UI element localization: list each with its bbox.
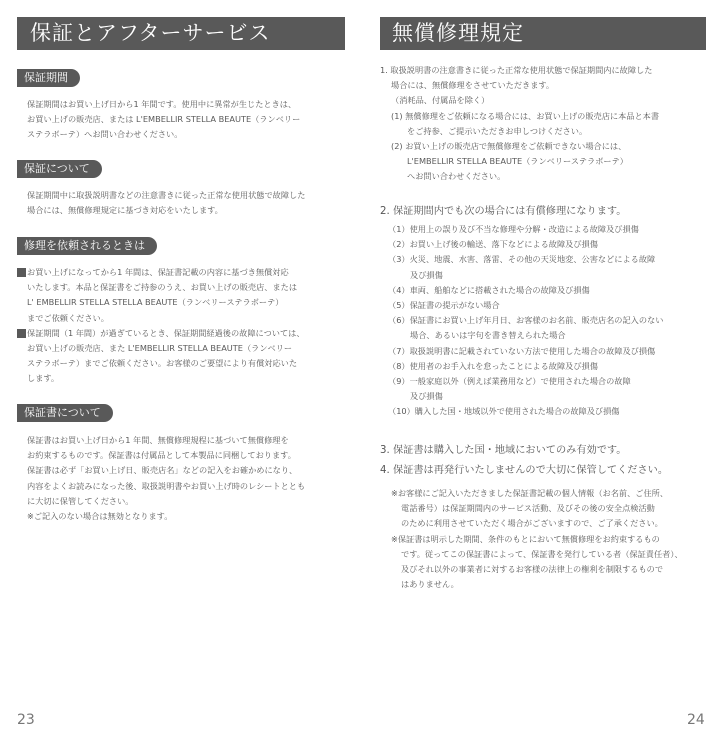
text-line: お買い上げの販売店、また L'EMBELLIR STELLA BEAUTE（ランベリー [27,343,293,354]
section-label-warranty-period: 保証期間 [17,69,80,87]
text-line: ステラボーテ）までご依頼ください。お客様のご要望により有償対応いた [27,358,298,369]
text-line: ※ご記入のない場合は無効となります。 [27,511,173,522]
text-line: 保証書はお買い上げ日から1 年間、無償修理規程に基づいて無償修理を [27,435,289,445]
text-line: します。 [27,373,60,384]
text-line: 保証期間（1 年間）が過ぎているとき、保証期間経過後の故障については、 [27,327,305,338]
text-line: へお問い合わせください。 [407,171,506,182]
section-label-about-warranty: 保証について [17,160,102,178]
text-line: お約束するものです。保証書は付属品として本製品に同梱しております。 [27,450,296,461]
text-line: お買い上げの販売店、または L'EMBELLIR STELLA BEAUTE（ランベリー [27,114,301,125]
warranty-service-banner: 保証とアフターサービス [17,17,345,50]
text-line: 場合には、無償修理規定に基づき対応をいたします。 [27,205,223,216]
item-2-list [388,222,663,420]
text-line: です。従ってこの保証書によって、保証書を発行している者（保証責任者）、 [401,548,683,559]
text-line: 場合には、無償修理をさせていただきます。 [391,80,555,91]
text-line: お買い上げになってから1 年間は、保証書記載の内容に基づき無償対応 [27,267,289,277]
text-line: (1) 無償修理をご依頼になる場合には、お買い上げの販売店に本品と本書 [391,110,660,121]
text-line: 電話番号）は保証期間内のサービス活動、及びその後の安全点検活動 [401,503,655,514]
item-3-text: 3. 保証書は購入した国・地域においてのみ有効です。 [380,445,627,456]
text-line: 及び損傷 [410,269,443,280]
text-line: （5）保証書の提示がない場合 [388,300,500,311]
text-line: （2）お買い上げ後の輸送、落下などによる故障及び損傷 [388,239,598,250]
text-line: はありません。 [401,579,459,590]
section-label-repair-request: 修理を依頼されるときは [17,237,157,255]
text-line: （10）購入した国・地域以外で使用された場合の故障及び損傷 [388,406,620,417]
text-line: （1）使用上の誤り及び不当な修理や分解・改造による故障及び損傷 [388,224,639,234]
text-line: 保証期間中に取扱説明書などの注意書きに従った正常な使用状態で故障した [27,190,306,200]
page-number: 24 [687,712,705,728]
text-line: 保証書は必ず「お買い上げ日、販売店名」などの記入をお確かめになり、 [27,465,298,476]
text-line: （7）取扱説明書に記載されていない方法で使用した場合の故障及び損傷 [388,345,656,356]
square-bullet-icon [17,268,26,277]
list-item [17,326,347,387]
page-number: 23 [17,712,35,728]
notes-text [391,486,683,592]
section-label-warranty-card: 保証書について [17,404,113,422]
text-line: ※保証書は明示した期間、条件のもとにおいて無償修理をお約束するもの [391,533,660,544]
text-line: (2) お買い上げの販売店で無償修理をご依頼できない場合には、 [391,141,627,152]
text-line: のために利用させていただく場合がございますので、ご了承ください。 [401,518,663,529]
text-line: L' EMBELLIR STELLA STELLA BEAUTE（ランベリーステラボーテ） [27,297,284,308]
text-line: 及びそれ以外の事業者に対するお客様の法律上の権利を制限するもので [401,564,664,575]
text-line: 保証期間はお買い上げ日から1 年間です。使用中に異常が生じたときは、 [27,99,297,109]
repair-request-list [17,265,347,387]
square-bullet-icon [17,329,26,338]
about-warranty-text [27,188,347,218]
text-line: （消耗品、付属品を除く） [391,95,490,106]
text-line: 場合、あるいは字句を書き替えられた場合 [410,330,566,341]
text-line: （8）使用者のお手入れを怠ったことによる故障及び損傷 [388,360,598,371]
text-line: （6）保証書にお買い上げ年月日、お客様のお名前、販売店名の記入のない [388,315,664,326]
item-4-text: 4. 保証書は再発行いたしませんので大切に保管してください。 [380,465,669,476]
text-line: 及び損傷 [410,391,443,402]
free-repair-banner: 無償修理規定 [380,17,706,50]
warranty-card-text [27,433,347,524]
text-line: （3）火災、地震、水害、落雷、その他の天災地変、公害などによる故障 [388,254,656,265]
text-line: ステラボーテ）へお問い合わせください。 [27,129,183,140]
text-line: （9）一般家庭以外（例えば業務用など）で使用された場合の故障 [388,376,631,387]
text-line: （4）車両、船舶などに搭載された場合の故障及び損傷 [388,284,590,295]
text-line: いたします。本品と保証書をご持参のうえ、お買い上げの販売店、または [27,282,298,293]
text-line: 1. 取扱説明書の注意書きに従った正常な使用状態で保証期間内に故障した [380,65,653,75]
text-line: 内容をよくお読みになった後、取扱説明書やお買い上げ時のレシートととも [27,480,306,491]
text-line: をご持参、ご提示いただきお申しつけください。 [407,125,588,136]
item-1-text [380,63,659,185]
right-page [362,0,723,742]
text-line: ※お客様にご記入いただきました保証書記載の個人情報（お名前、ご住所、 [391,488,669,498]
text-line: L'EMBELLIR STELLA BEAUTE（ランベリーステラボーテ） [407,156,628,167]
text-line: に大切に保管してください。 [27,495,134,506]
item-2-heading: 2. 保証期間内でも次の場合には有償修理になります。 [380,206,627,217]
list-item [17,265,347,326]
text-line: までご依頼ください。 [27,312,109,323]
warranty-period-text [27,97,347,143]
